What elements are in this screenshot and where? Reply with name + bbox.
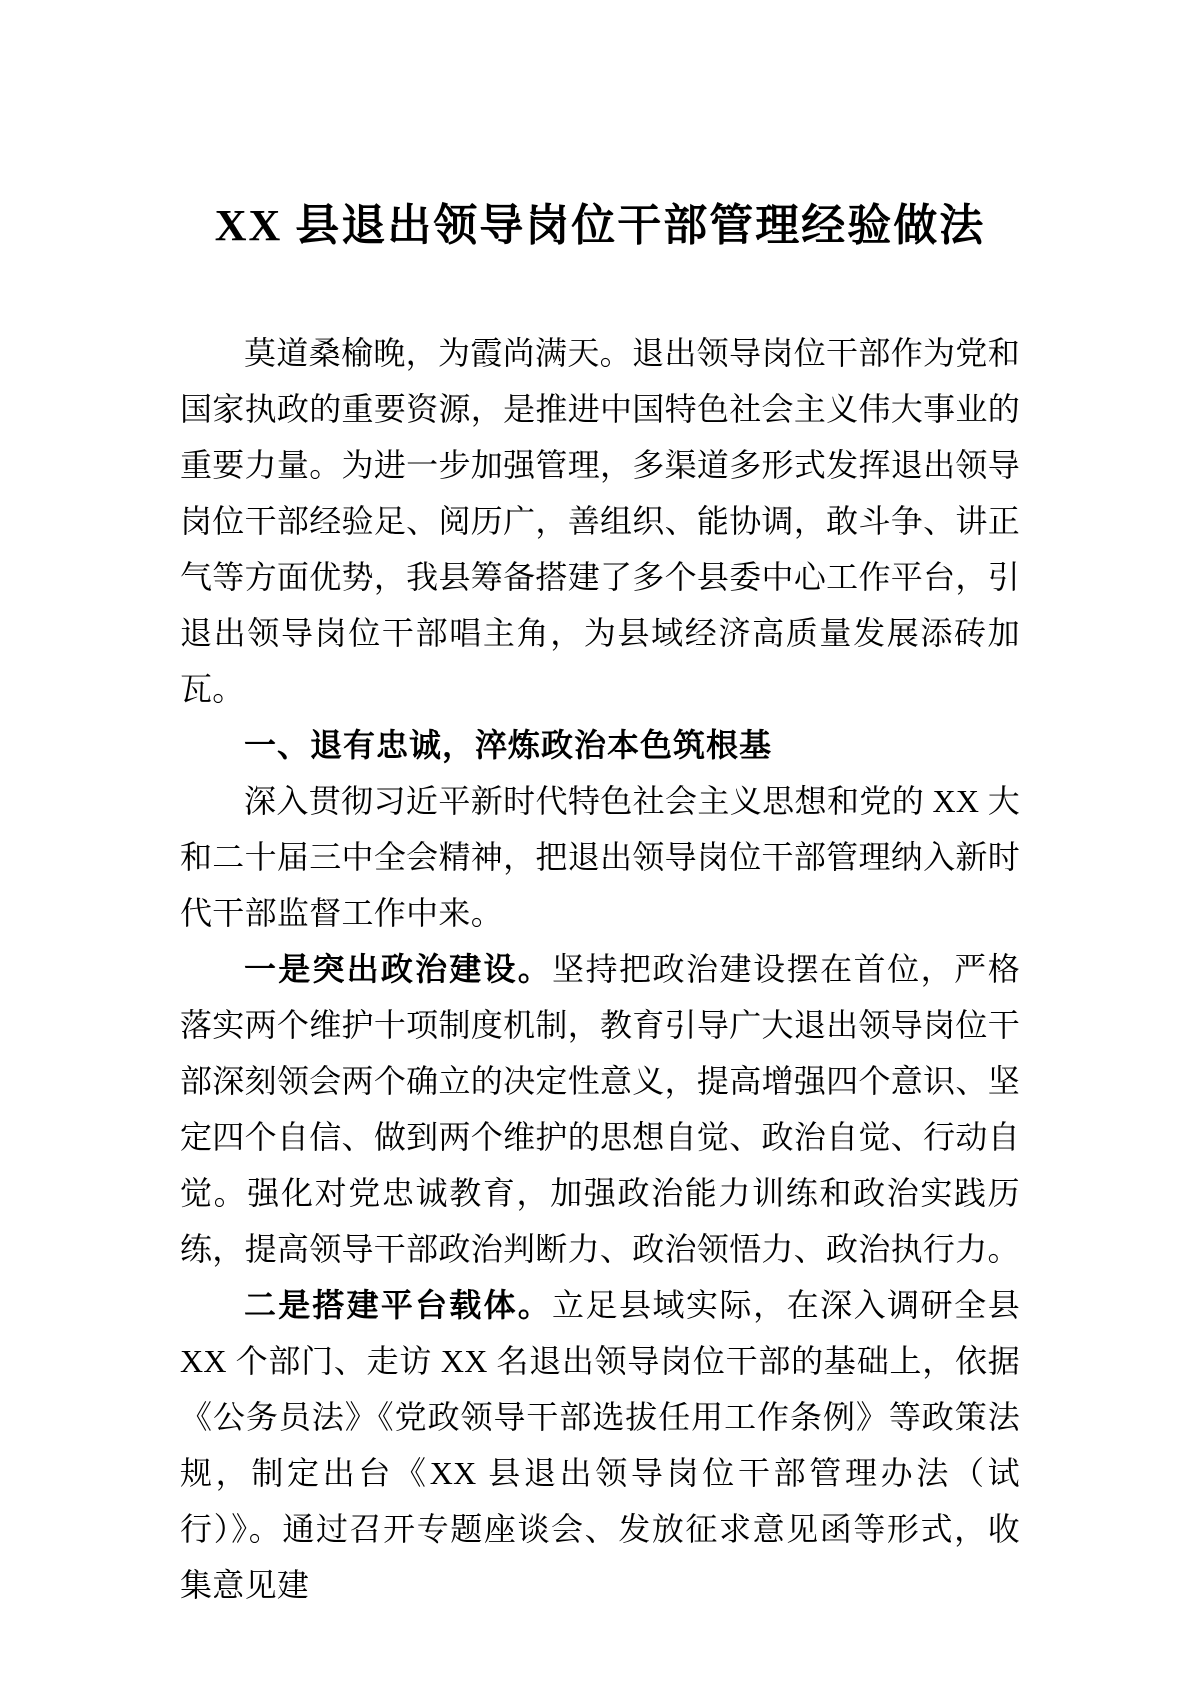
paragraph <box>180 1277 1020 1613</box>
paragraph-lead: 一是突出政治建设。 <box>244 951 552 987</box>
paragraph-text: 坚持把政治建设摆在首位，严格落实两个维护十项制度机制，教育引导广大退出领导岗位干部深刻领会两个确立的决定性意义，提高增强四个意识、坚定四个自信、做到两个维护的思想自觉、政治自觉、行动自觉。强化对党忠诚教育，加强政治能力训练和政治实践历练，提高领导干部政治判断力、政治领悟力、政治执行力。 <box>180 951 1020 1267</box>
paragraph-text: 立足县域实际，在深入调研全县 XX 个部门、走访 XX 名退出领导岗位干部的基础上，依据《公务员法》《党政领导干部选拔任用工作条例》等政策法规，制定出台《XX 县退出领导岗位干部管理办法（试行）》。通过召开专题座谈会、发放征求意见函等形式，收集意见建 <box>180 1287 1020 1603</box>
document-body <box>180 325 1020 1613</box>
section-heading <box>180 717 1020 773</box>
document-title: XX 县退出领导岗位干部管理经验做法 <box>214 201 986 250</box>
paragraph <box>180 941 1020 1277</box>
document-content <box>180 191 1020 1613</box>
section-heading-text: 一、退有忠诚，淬炼政治本色筑根基 <box>244 727 773 763</box>
paragraph-text: 莫道桑榆晚，为霞尚满天。退出领导岗位干部作为党和国家执政的重要资源，是推进中国特色社会主义伟大事业的重要力量。为进一步加强管理，多渠道多形式发挥退出领导岗位干部经验足、阅历广，善组织、能协调，敢斗争、讲正气等方面优势，我县筹备搭建了多个县委中心工作平台，引退出领导岗位干部唱主角，为县域经济高质量发展添砖加瓦。 <box>180 335 1020 707</box>
paragraph-text: 深入贯彻习近平新时代特色社会主义思想和党的 XX 大和二十届三中全会精神，把退出领导岗位干部管理纳入新时代干部监督工作中来。 <box>180 783 1020 931</box>
paragraph <box>180 773 1020 941</box>
paragraph-lead: 二是搭建平台载体。 <box>244 1287 552 1323</box>
paragraph <box>180 325 1020 717</box>
